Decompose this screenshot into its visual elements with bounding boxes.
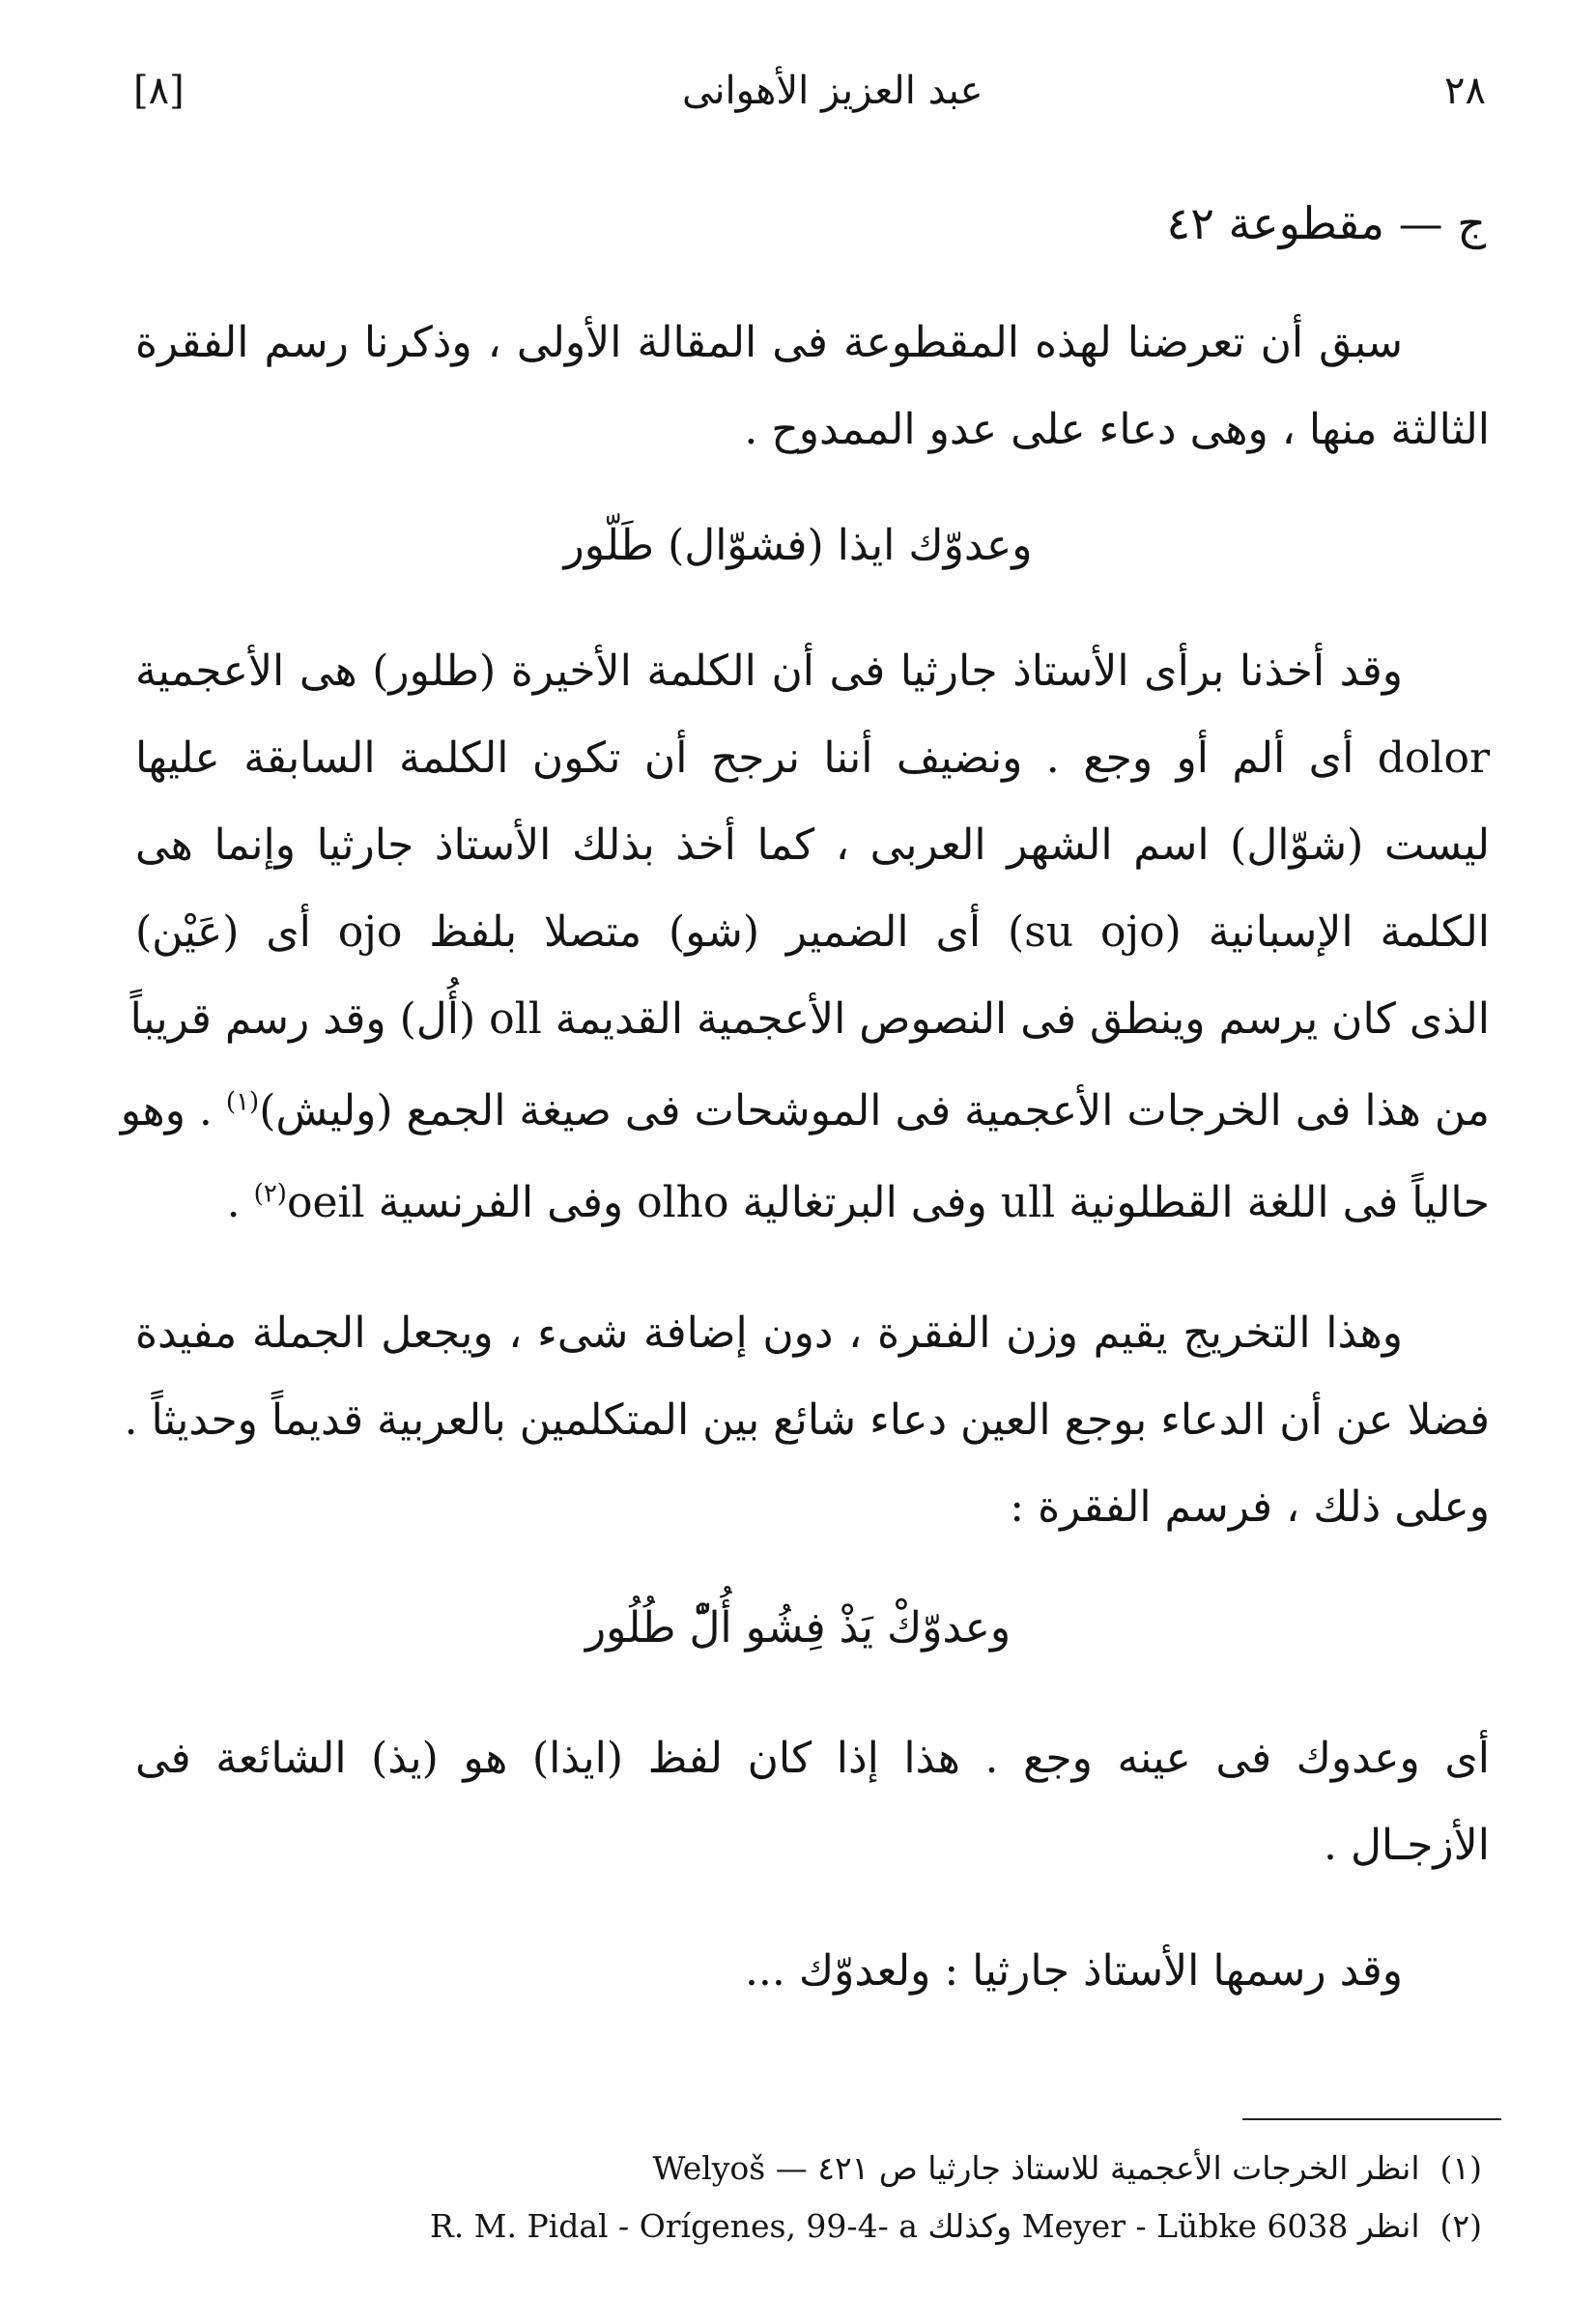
page-number: ٢٨ <box>1444 69 1486 113</box>
paragraph-3-line-2: فضلا عن أن الدعاء بوجع العين دعاء شائع بين المتكلمين بالعربية قديماً وحديثاً . <box>124 1395 1490 1445</box>
paragraph-5: وقد رسمها الأستاذ جارثيا : ولعدوّك ... <box>744 1946 1403 1996</box>
footnote-rule <box>1242 2118 1501 2120</box>
paragraph-3-line-1: وهذا التخريج يقيم وزن الفقرة ، دون إضافة شىء ، ويجعل الجملة مفيدة <box>135 1308 1403 1358</box>
paragraph-2-line-6 <box>121 1068 1490 1155</box>
verse-1: وعدوّك ايذا (فشوّال) طَلّور <box>563 521 1033 570</box>
footnote-2 <box>430 2201 1482 2252</box>
paragraph-1-line-1: سبق أن تعرضنا لهذه المقطوعة فى المقالة الأولى ، وذكرنا رسم الفقرة <box>135 318 1403 367</box>
paragraph-2-line-5: الذى كان يرسم وينطق فى النصوص الأعجمية القديمة oll (أُل) وقد رسم قريباً <box>129 994 1490 1044</box>
paragraph-2-line-2: dolor أى ألم أو وجع . ونضيف أننا نرجح أن تكون الكلمة السابقة عليها <box>135 733 1490 783</box>
footnote-2-text: انظر Meyer - Lübke 6038 وكذلك R. M. Pidal - Orígenes, 99-4- a <box>429 2207 1420 2245</box>
verse-2: وعدوّكْ يَذْ فِشُو أُلّْ طُلُور <box>584 1603 1012 1652</box>
footnote-2-number: (٢) <box>1439 2207 1482 2245</box>
paragraph-4-line-2: الأزجـال . <box>1323 1821 1490 1870</box>
paragraph-2-line-6-tail: . وهو <box>120 1086 213 1135</box>
footnote-1-number: (١) <box>1439 2149 1482 2187</box>
paragraph-2-line-1: وقد أخذنا برأى الأستاذ جارثيا فى أن الكلمة الأخيرة (طلور) هى الأعجمية <box>135 647 1403 696</box>
footnote-1-text: انظر الخرجات الأعجمية للاستاذ جارثيا ص ٤٢١ — Welyoš <box>652 2149 1420 2187</box>
paragraph-2-line-4: الكلمة الإسبانية (su ojo) أى الضمير (شو) متصلا بلفظ ojo أى (عَيْن) <box>135 907 1490 957</box>
paragraph-3-line-3: وعلى ذلك ، فرسم الفقرة : <box>1010 1482 1490 1532</box>
footnote-ref-2: (٢) <box>253 1179 287 1209</box>
paragraph-2-line-3: ليست (شوّال) اسم الشهر العربى ، كما أخذ بذلك الأستاذ جارثيا وإنما هى <box>135 820 1490 870</box>
paragraph-2-line-7-text: حالياً فى اللغة القطلونية ull وفى البرتغالية olho وفى الفرنسية oeil <box>286 1178 1490 1227</box>
footnote-1 <box>652 2143 1482 2194</box>
paragraph-2-line-7-end: . <box>226 1178 241 1227</box>
section-heading: ج — مقطوعة ٤٢ <box>1166 197 1486 249</box>
paragraph-4-line-1: أى وعدوك فى عينه وجع . هذا إذا كان لفظ (ايذا) هو (يذ) الشائعة فى <box>135 1734 1490 1783</box>
paragraph-2-line-7 <box>227 1160 1490 1247</box>
paragraph-2-line-6-text: من هذا فى الخرجات الأعجمية فى الموشحات فى صيغة الجمع (وليش) <box>259 1086 1490 1135</box>
running-title: عبد العزيز الأهوانى <box>682 69 983 113</box>
section-marker: [٨] <box>133 69 185 113</box>
footnote-ref-1: (١) <box>225 1087 260 1117</box>
paragraph-1-line-2: الثالثة منها ، وهى دعاء على عدو الممدوح . <box>744 405 1490 454</box>
